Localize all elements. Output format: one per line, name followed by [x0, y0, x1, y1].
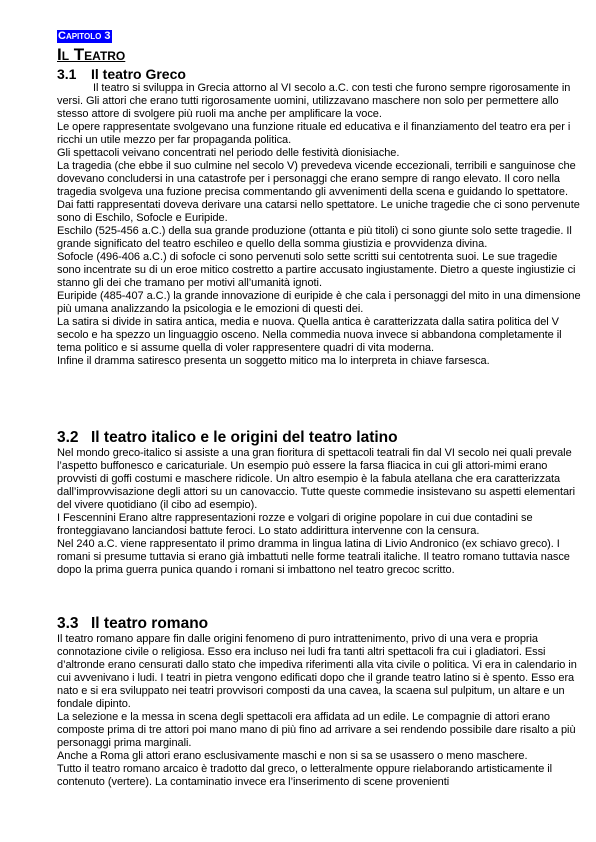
paragraph: Il teatro si sviluppa in Grecia attorno al VI secolo a.C. con testi che furono sempre rigorosamente in versi. Gli attori che erano tutti rigorosamente uomini, utilizzavano maschere non solo per permettere allo stesso attore di svolgere più ruoli ma anche per amplificare la voce. — [57, 82, 571, 120]
section-3-2 — [57, 428, 582, 577]
section-heading — [57, 66, 582, 82]
paragraph: La selezione e la messa in scena degli spettacoli era affidata ad un edile. Le compagnie di attori erano composte prima di tre attori poi mano mano di più fino ad arrivare a sei rendendo possibile dare risalto a più personaggi prima marginali. — [57, 711, 576, 749]
paragraph: Nel mondo greco-italico si assiste a una gran fioritura di spettacoli teatrali fin dal VI secolo nei quali prevale l’aspetto buffonesco e caricaturiale. Un esempio può essere la farsa fliacica in cui gli attori-mimi erano provvisti di goffi costumi e maschere ridicole. Un altro esempio è la fabula atellana che era caratterizzata dall’improvvisazione degli attori su un canovaccio. Tutte queste commedie insistevano su aspetti elementari del vivere quotidiano (il cibo ad esempio). — [57, 447, 576, 511]
paragraph: La satira si divide in satira antica, media e nuova. Quella antica è caratterizzata dalla satira politica del V secolo e ha spezzo un linguaggio osceno. Nella commedia nuova invece si abbandona completamente il tema politico e si assume quella di voler rappresentere quadri di vita moderna. — [57, 316, 562, 354]
section-number: 3.1 — [57, 66, 77, 82]
section-title: Il teatro romano — [91, 615, 209, 632]
paragraph: Euripide (485-407 a.C.) la grande innovazione di euripide è che cala i personaggi del mito in una dimensione più umana analizzando la psicologia e le emozioni di questi dei. — [57, 290, 581, 315]
paragraph: Tutto il teatro romano arcaico è tradotto dal greco, o letteralmente oppure rielaborando artisticamente il contenuto (vertere). La contaminatio invece era l’inserimento di scene provenienti — [57, 763, 553, 788]
section-title: Il teatro Greco — [91, 66, 186, 82]
paragraph: Le opere rappresentate svolgevano una funzione rituale ed educativa e il finanziamento del teatro era per i ricchi un utile mezzo per far propaganda politica. — [57, 121, 571, 146]
section-3-3 — [57, 614, 582, 789]
chapter-label: Capitolo 3 — [58, 30, 111, 42]
section-number: 3.3 — [57, 615, 79, 632]
paragraph: Sofocle (496-406 a.C.) di sofocle ci sono pervenuti solo sette scritti sui centotrenta suoi. Le sue tragedie sono incentrate su di un eroe mitico costretto a partire accusato ingiustamente. Dietro a queste ingiustizie ci stanno gli dei che tramano per motivi all’umanità ignoti. — [57, 251, 576, 289]
section-heading — [57, 428, 582, 447]
section-title: Il teatro italico e le origini del teatro latino — [91, 429, 398, 446]
section-heading — [57, 614, 582, 633]
paragraph: Eschilo (525-456 a.C.) della sua grande produzione (ottanta e più titoli) ci sono giunte solo sette tragedie. Il grande significato del teatro eschileo e quello della somma giustizia e provvidenza divina. — [57, 225, 572, 250]
paragraph: Infine il dramma satiresco presenta un soggetto mitico ma lo interpreta in chiave farsesca. — [57, 355, 490, 367]
paragraph: Gli spettacoli veivano concentrati nel periodo delle festività dionisiache. — [57, 147, 400, 159]
section-3-1 — [57, 66, 582, 368]
paragraph: Il teatro romano appare fin dalle origini fenomeno di puro intrattenimento, privo di una vera e propria connotazione civile o religiosa. Esso era incluso nei ludi fra tanti altri spettacoli fra cui i gladiatori. Essi d’altronde erano censurati dallo stato che impediva riferimenti alla vita civile o politica. Vi era in calendario in cui avvenivano i ludi. I teatri in pietra vengono edificati dopo che il grande teatro latino si è spento. Esso era nato e si era sviluppato nei teatri provvisori composti da una cavea, la scaena sul pulpitum, un altare e un fondale dipinto. — [57, 633, 577, 710]
section-body — [57, 447, 582, 577]
chapter-title: Il Teatro — [57, 45, 126, 64]
section-body — [57, 82, 582, 368]
paragraph: I Fescennini Erano altre rappresentazioni rozze e volgari di origine popolare in cui due contadini se fronteggiavano lanciandosi battute feroci. Lo stato addirittura intervenne con la censura. — [57, 512, 533, 537]
section-body — [57, 633, 582, 789]
paragraph: La tragedia (che ebbe il suo culmine nel secolo V) prevedeva vicende eccezionali, terribili e sanguinose che dovevano concludersi in una catastrofe per i personaggi che erano sempre di rango elevato. Il coro nella tragedia svolgeva una fuzione precisa commentando gli avvenimenti della scena e guidando lo spettatore. Dai fatti rappresentati doveva derivare una catarsi nello spettatore. Le uniche tragedie che ci sono pervenute sono di Eschilo, Sofocle e Euripide. — [57, 160, 580, 224]
section-number: 3.2 — [57, 429, 79, 446]
paragraph: Anche a Roma gli attori erano esclusivamente maschi e non si sa se usassero o meno maschere. — [57, 750, 528, 762]
paragraph: Nel 240 a.C. viene rappresentato il primo dramma in lingua latina di Livio Andronico (ex schiavo greco). I romani si presume tuttavia si erano già imbattuti nelle forme teatrali italiche. Il teatro romano tuttavia nasce dopo la prima guerra punica quando i romani si imbattono nel teatro grecoc scritto. — [57, 538, 570, 576]
